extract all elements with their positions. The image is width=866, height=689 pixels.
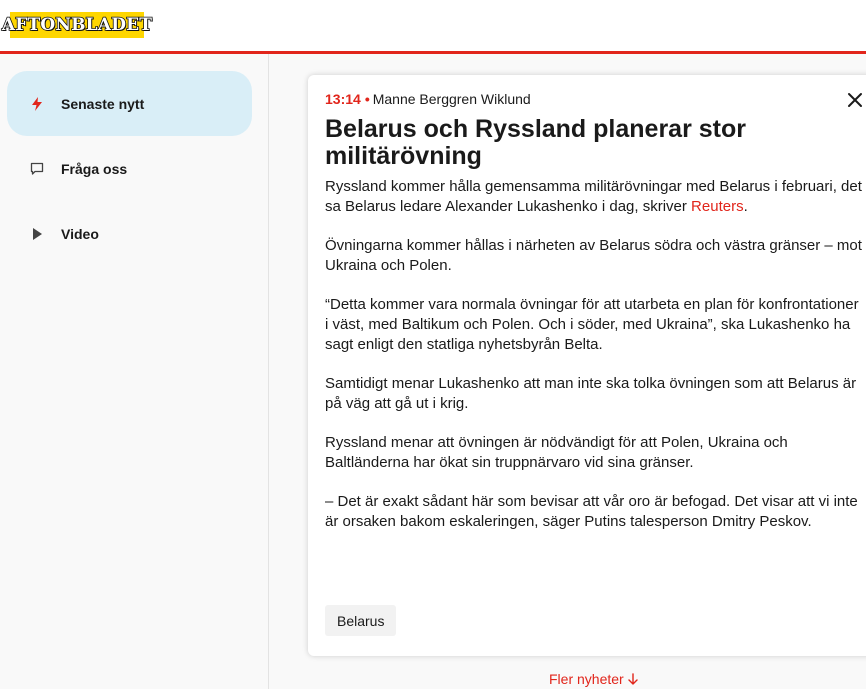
sidebar-item-video[interactable] [7,201,252,266]
paragraph-end: . [743,198,748,215]
article-paragraph: Ryssland menar att övningen är nödvändigt för att Polen, Ukraina och Baltländerna har ökat sin truppnärvaro vid sina gränser. [325,434,788,471]
article-paragraph [325,177,865,217]
news-card [308,75,866,656]
article-paragraph: Övningarna kommer hållas i närheten av Belarus södra och västra gränser – mot Ukraina och Polen. [325,237,862,274]
article-paragraph: Samtidigt menar Lukashenko att man inte ska tolka övningen som att Belarus är på väg att gå ut i krig. [325,375,857,412]
site-header [0,0,866,54]
more-news-link[interactable] [549,671,638,687]
article-author: Manne Berggren Wiklund [372,91,531,107]
sidebar-item-fraga-oss[interactable] [7,136,252,201]
paragraph-text: Ryssland kommer hålla gemensamma militärövningar med Belarus i februari, det sa Belarus ledare Alexander Lukashenko i dag, skriver [325,178,862,215]
article-meta [325,91,531,107]
sidebar-item-label: Senaste nytt [61,95,145,112]
aftonbladet-logo[interactable] [1,12,153,38]
tag-belarus[interactable]: Belarus [325,605,396,636]
article-paragraph: – Det är exakt sådant här som bevisar att vår oro är befogad. Det visar att vi inte är orsaken bakom eskaleringen, säger Putins talesperson Dmitry Peskov. [325,493,858,530]
logo-text: AFTONBLADET [1,15,153,35]
article-body [325,177,865,551]
sidebar-item-label: Video [61,225,99,242]
more-news-label: Fler nyheter [549,671,624,687]
sidebar-item-senaste-nytt[interactable] [7,71,252,136]
reuters-link[interactable]: Reuters [691,198,744,215]
lightning-icon [29,96,45,112]
close-button[interactable] [845,90,865,110]
meta-separator: • [364,91,370,107]
article-paragraph: “Detta kommer vara normala övningar för att utarbeta en plan för konfrontationer i väst, med Baltikum och Polen. Och i söder, med Ukraina”, ska Lukashenko ha sagt enligt den statliga nyhetsbyrån Belta. [325,296,859,353]
speech-bubble-icon [29,161,45,177]
close-icon [847,92,863,108]
play-icon [29,226,45,242]
article-headline: Belarus och Ryssland planerar stor militärövning [325,115,746,170]
article-time: 13:14 [325,91,361,107]
sidebar-item-label: Fråga oss [61,160,128,177]
arrow-down-icon [628,673,638,685]
sidebar [0,54,269,689]
